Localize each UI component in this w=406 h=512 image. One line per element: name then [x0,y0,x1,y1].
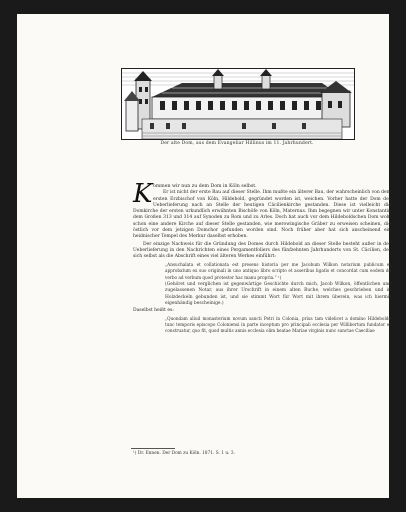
translation-1: (Gehöret und verglichen ist gegenwärtige Geschichte durch mich, Jacob Wilkon, öffentlichen und zugelassenen Notar, aus ihrer Urschrift in einem alten Buche, welches geschrieben und in Holzdeckeln gebunden ist, und sie stimmt Wort für Wort mit ihrem überein, was ich hiermit eigenhändig bescheinige.) [165,282,391,306]
illustration-caption: Der alte Dom, aus dem Evangeliar Hillinus im 11. Jahrhundert. [160,141,314,146]
footnote-rule [131,448,175,449]
latin-quote-1: „Ansuchalata et collationata est presens historia per me Jacobum Wilkon notarium publicum et approbatum ex suo originali in uno antiquo libro scripto et asseribus ligatis et concordat cum eodem de verbo ad verbum quod protestor hac manu propria.“ ¹) [165,261,391,280]
footnote: ¹) Dr. Ennen. Der Dom zu Köln. 1871. S. 1 u. 3. [133,451,235,456]
drop-cap: K [133,179,153,209]
latin-quote-2: „Quondam aliud monasterium novum sancti Petri in Colonia, prius tam videlicet a domino Hildeboldo tunc temporis episcopo Coloniensi in parte inceptum pro principali ecclesia per Willibertum fundator et construatur, quo fit, quod multis annis ecclesia olim beatae Mariae virginis nunc sanctae Caeciliae [165,315,391,334]
heading-dasselbst: Daselbst heißt es: [133,308,174,314]
intro-line: ommen wir nun zu dem Dom in Köln selbst. [153,184,257,189]
body-text [133,179,391,336]
woodcut-illustration-old-cathedral [121,68,355,140]
intro-block [133,179,391,241]
paragraph-1: Er ist nicht der erste Bau auf dieser Stelle. Ihm mußte ein älterer Bau, der wahrscheinlich von dem ersten Erzbischof von Köln, Hildebold, gegründet worden ist, weichen. Vorher hatte der Dom der Ueberlieferung nach an Stelle der heutigen Cäcilienkirche gestanden. Diese ist vielleicht die Domkirche der ersten urkundlich erwähnten Bischöfe von Köln, Maternus. Ihm begegnen wir unter Konstantin dem Großen 313 und 314 auf Synoden zu Rom und zu Arles. Doch hat auch vor dem Hildeboldschen Dom wohl schon eine andere Kirche auf dieser Stelle gestanden, wie merowingische Gräber zu erweisen scheinen, die östlich vor dem jetzigen Domchor gefunden worden sind. Noch früher aber hat sich anscheinend ein heidnischer Tempel des Merkur daselbst erhoben. [133,190,391,240]
book-page [17,14,389,498]
paragraph-2: Der einzige Nachweis für die Gründung des Domes durch Hildebold an dieser Stelle besteht außer in der Ueberlieferung in den Nachrichten eines Pergamentfoliers des fünfzehnten Jahrhunderts von St. Cäcilien, der sich selbst als die Abschrift eines viel älteren Werkes einführt: [133,241,391,260]
